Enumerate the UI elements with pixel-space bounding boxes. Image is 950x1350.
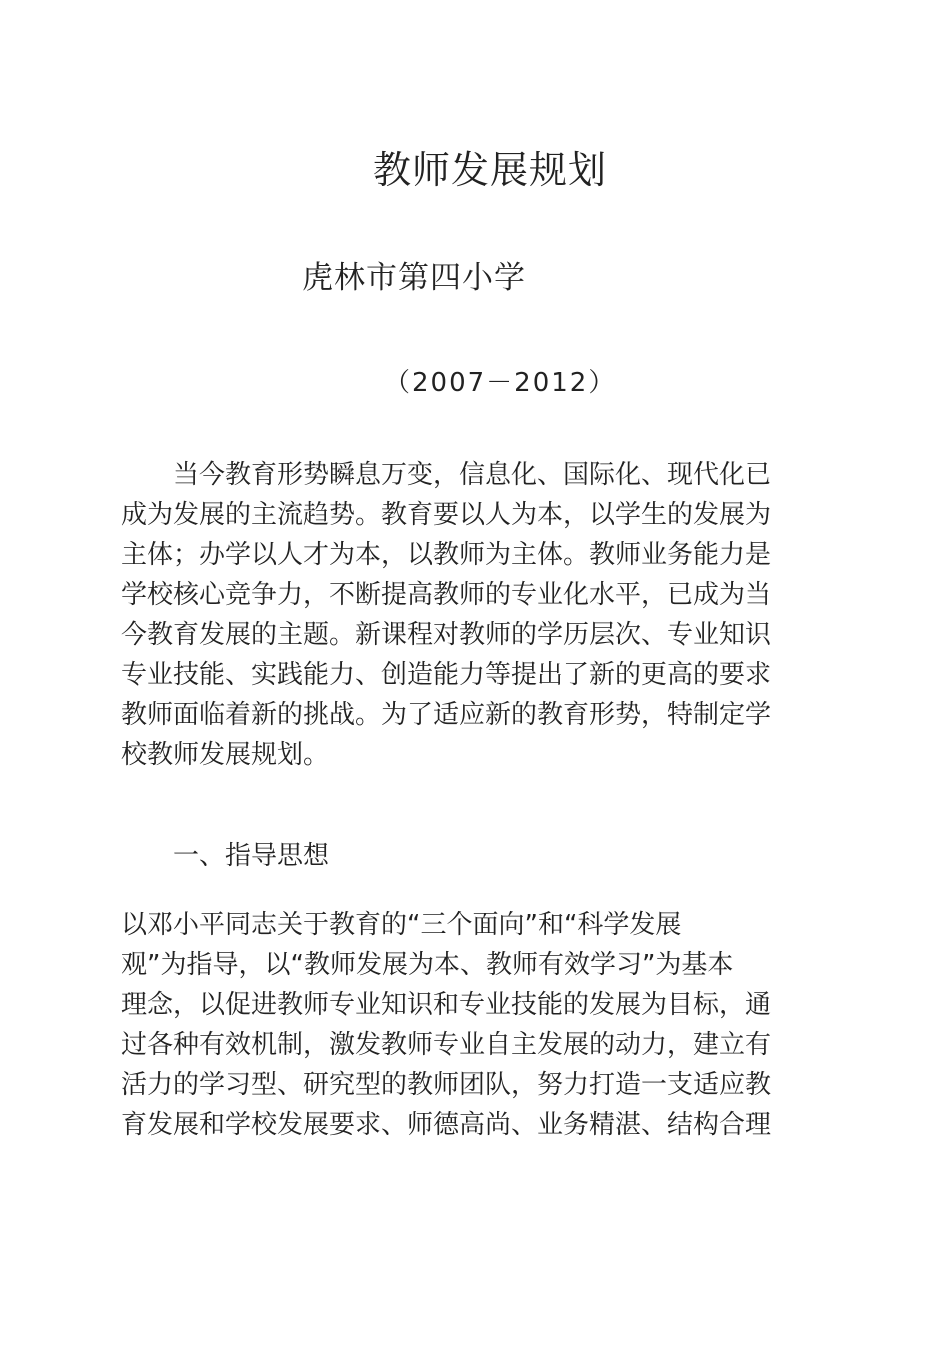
- paragraph-line: 育发展和学校发展要求、师德高尚、业务精湛、结构合理: [121, 1110, 772, 1140]
- paragraph-line: 教师面临着新的挑战。为了适应新的教育形势，特制定学: [121, 700, 772, 730]
- paragraph-line: 主体；办学以人才为本，以教师为主体。教师业务能力是: [121, 540, 772, 570]
- paragraph-line: 活力的学习型、研究型的教师团队，努力打造一支适应教: [121, 1070, 772, 1100]
- paragraph-line: 理念，以促进教师专业知识和专业技能的发展为目标，通: [121, 990, 772, 1020]
- paragraph-line: 成为发展的主流趋势。教育要以人为本，以学生的发展为: [121, 500, 772, 530]
- school-name: 虎林市第四小学: [302, 260, 526, 296]
- intro-paragraph: [121, 455, 821, 775]
- paragraph-line: 观”为指导，以“教师发展为本、教师有效学习”为基本: [121, 950, 734, 980]
- paragraph-line: 校教师发展规划。: [121, 740, 330, 770]
- paragraph-line: 以邓小平同志关于教育的“三个面向”和“科学发展: [121, 910, 682, 940]
- document-title: 教师发展规划: [372, 148, 607, 192]
- paragraph-line: 过各种有效机制，激发教师专业自主发展的动力，建立有: [121, 1030, 772, 1060]
- paragraph-line: 学校核心竞争力，不断提高教师的专业化水平，已成为当: [121, 580, 772, 610]
- paragraph-line: 当今教育形势瞬息万变，信息化、国际化、现代化已: [121, 460, 772, 490]
- guidance-paragraph: [121, 905, 821, 1145]
- plan-years: （2007－2012）: [384, 368, 617, 398]
- section-heading-guiding-ideology: 一、指导思想: [121, 841, 330, 871]
- paragraph-line: 今教育发展的主题。新课程对教师的学历层次、专业知识: [121, 620, 772, 650]
- paragraph-line: 专业技能、实践能力、创造能力等提出了新的更高的要求: [121, 660, 772, 690]
